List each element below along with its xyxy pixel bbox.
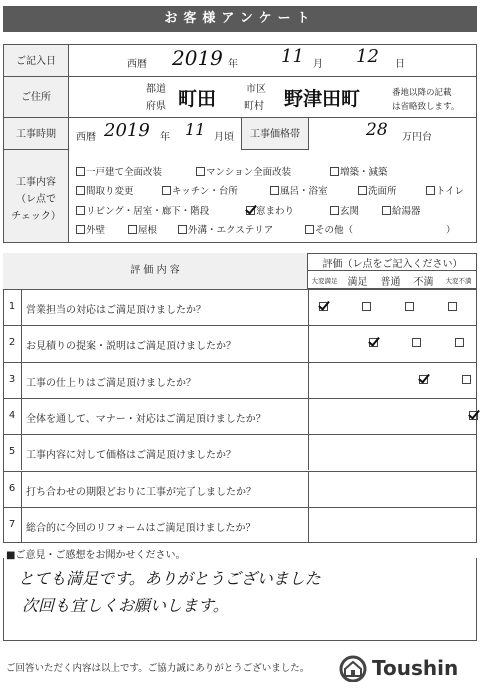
rating-checkbox-checked[interactable] [319, 302, 328, 311]
checkbox[interactable] [382, 206, 391, 215]
rating-divider [308, 398, 309, 434]
address-pref-bottom: 府県 [146, 101, 166, 112]
address-pref-top: 都道 [146, 84, 166, 95]
entry-date-day: 12 [356, 46, 379, 67]
work-option-7[interactable] [426, 183, 464, 197]
checkbox[interactable] [305, 225, 314, 234]
rating-divider [308, 289, 309, 325]
checkbox[interactable] [270, 186, 279, 195]
rating-divider [308, 325, 309, 361]
question-text: 営業担当の対応はご満足頂けましたか？ [26, 305, 206, 316]
rating-checkbox-checked[interactable] [419, 375, 428, 384]
option-label: 外溝・エクステリア [188, 225, 274, 236]
option-label: 間取り変更 [86, 186, 134, 197]
brand-name: Toushin [372, 656, 459, 680]
checkbox[interactable] [76, 167, 85, 176]
work-option-8[interactable] [76, 203, 209, 217]
option-label: キッチン・台所 [172, 186, 238, 197]
option-label: その他（ [315, 225, 354, 236]
entry-date-year-unit: 年 [228, 59, 238, 70]
question-number: 1 [8, 301, 16, 312]
comments-label: ■ご意見・ご感想をお聞かせください。 [6, 550, 186, 561]
question-number: 2 [8, 337, 16, 349]
option-label: 洗面所 [368, 186, 397, 197]
question-number: 7 [8, 518, 16, 530]
work-option-0[interactable] [76, 164, 162, 178]
scale-3: 不満 [413, 277, 434, 288]
work-option-4[interactable] [162, 183, 238, 197]
work-period-year: 2019 [104, 120, 150, 141]
option-label: 屋根 [138, 225, 158, 236]
page-title: お客様アンケート [3, 6, 477, 32]
rating-checkbox[interactable] [455, 338, 464, 347]
work-period-era: 西暦 [76, 132, 96, 143]
address-city-value: 野津田町 [284, 88, 361, 110]
other-close: ） [446, 225, 456, 236]
work-option-5[interactable] [270, 183, 328, 197]
work-option-1[interactable] [196, 164, 291, 178]
address-note-1: 番地以降の記載 [392, 88, 452, 98]
checkbox[interactable] [196, 167, 205, 176]
option-label: 給湯器 [392, 206, 421, 217]
option-label: リビング・居室・廊下・階段 [86, 206, 210, 217]
question-text: 全体を通して、マナー・対応はご満足頂けましたか？ [26, 413, 266, 425]
address-pref-value: 町田 [178, 88, 217, 110]
checkbox[interactable] [358, 186, 367, 195]
comments-line-2: 次回も宜しくお願いします。 [22, 596, 229, 615]
price-value: 28 [366, 120, 388, 140]
option-label: マンション全面改装 [206, 167, 292, 178]
number-divider [21, 362, 22, 398]
entry-date-year: 2019 [172, 46, 223, 70]
work-option-6[interactable] [358, 183, 397, 197]
entry-date-month-unit: 月 [313, 59, 323, 70]
address-city-top: 市区 [246, 84, 266, 95]
option-label: 一戸建て全面改装 [86, 167, 163, 178]
question-text: お見積りの提案・説明はご満足頂けましたか？ [26, 341, 236, 353]
work-period-month-unit: 月頃 [214, 132, 234, 143]
question-number: 3 [8, 373, 16, 385]
checkbox[interactable] [76, 225, 85, 234]
footer-text: ご回答いただく内容は以上です。ご協力誠にありがとうございました。 [6, 663, 310, 674]
scale-0: 大変満足 [311, 277, 338, 285]
work-content-label-1: 工事内容 [16, 177, 56, 188]
price-unit: 万円台 [402, 132, 432, 143]
checkbox[interactable] [76, 186, 85, 195]
rating-checkbox[interactable] [448, 302, 457, 311]
question-text: 工事内容に対して価格はご満足頂けましたか？ [26, 450, 236, 462]
option-label: 窓まわり [256, 206, 295, 217]
checkbox[interactable] [330, 167, 339, 176]
work-option-12[interactable] [76, 222, 105, 236]
option-label: 玄関 [340, 206, 360, 217]
option-label: 増築・減築 [340, 167, 388, 178]
rating-divider [308, 362, 309, 398]
number-divider [21, 289, 22, 325]
rating-checkbox[interactable] [405, 302, 414, 311]
checkbox[interactable] [426, 186, 435, 195]
rating-checkbox-checked[interactable] [469, 411, 478, 420]
work-option-3[interactable] [76, 183, 134, 197]
work-option-9[interactable] [246, 203, 294, 217]
rating-divider [308, 471, 309, 507]
option-label: 外壁 [86, 225, 106, 236]
question-number: 4 [8, 409, 16, 421]
scale-2: 普通 [380, 277, 401, 288]
rating-divider [308, 507, 309, 543]
question-text: 打ち合わせの期限どおりに工事が完了しましたか？ [26, 486, 256, 498]
work-period-year-unit: 年 [160, 132, 170, 143]
entry-date-label: ご記入日 [3, 44, 69, 77]
comments-line-1: とても満足です。ありがとうございました [18, 569, 321, 588]
rating-checkbox[interactable] [412, 338, 421, 347]
house-logo-icon [338, 654, 368, 682]
question-number: 6 [8, 482, 16, 494]
question-text: 工事の仕上りはご満足頂けましたか？ [26, 377, 196, 389]
address-city-bottom: 町村 [244, 101, 264, 112]
entry-date-day-unit: 日 [395, 59, 405, 70]
checkbox[interactable] [330, 206, 339, 215]
work-content-label-3: チェック） [11, 211, 61, 222]
option-label: 風呂・浴室 [280, 186, 328, 197]
number-divider [21, 434, 22, 470]
work-option-11[interactable] [382, 203, 421, 217]
number-divider [21, 325, 22, 361]
evaluation-content-header: 評 価 内 容 [3, 253, 308, 289]
work-option-13[interactable] [128, 222, 157, 236]
question-text: 総合的に今回のリフォームはご満足頂けましたか？ [26, 522, 256, 534]
price-label: 工事価格帯 [241, 117, 309, 150]
work-option-15[interactable] [305, 222, 353, 236]
entry-date-month: 11 [281, 46, 304, 67]
evaluation-rating-header: 評価（レ点をご記入ください） [322, 259, 463, 270]
work-period-label: 工事時期 [3, 117, 69, 150]
work-content-label [3, 149, 69, 243]
work-content-label-2: （レ点で [16, 194, 56, 205]
checkbox-checked[interactable] [246, 206, 255, 215]
scale-4: 大変不満 [445, 277, 472, 285]
number-divider [21, 471, 22, 507]
scale-1: 満足 [347, 277, 368, 288]
work-option-2[interactable] [330, 164, 388, 178]
rating-checkbox[interactable] [462, 375, 471, 384]
checkbox[interactable] [128, 225, 137, 234]
number-divider [21, 507, 22, 543]
rating-divider [308, 434, 309, 470]
brand-logo [338, 654, 368, 685]
rating-checkbox[interactable] [362, 302, 371, 311]
option-label: トイレ [436, 186, 465, 197]
work-option-10[interactable] [330, 203, 359, 217]
address-label: ご住所 [3, 76, 69, 118]
address-note-2: は省略致します。 [392, 102, 460, 112]
checkbox[interactable] [178, 225, 187, 234]
checkbox[interactable] [76, 206, 85, 215]
work-option-14[interactable] [178, 222, 273, 236]
number-divider [21, 398, 22, 434]
entry-date-era: 西暦 [127, 59, 147, 70]
checkbox[interactable] [162, 186, 171, 195]
work-period-month: 11 [185, 120, 206, 139]
rating-checkbox-checked[interactable] [369, 338, 378, 347]
question-number: 5 [8, 446, 16, 458]
